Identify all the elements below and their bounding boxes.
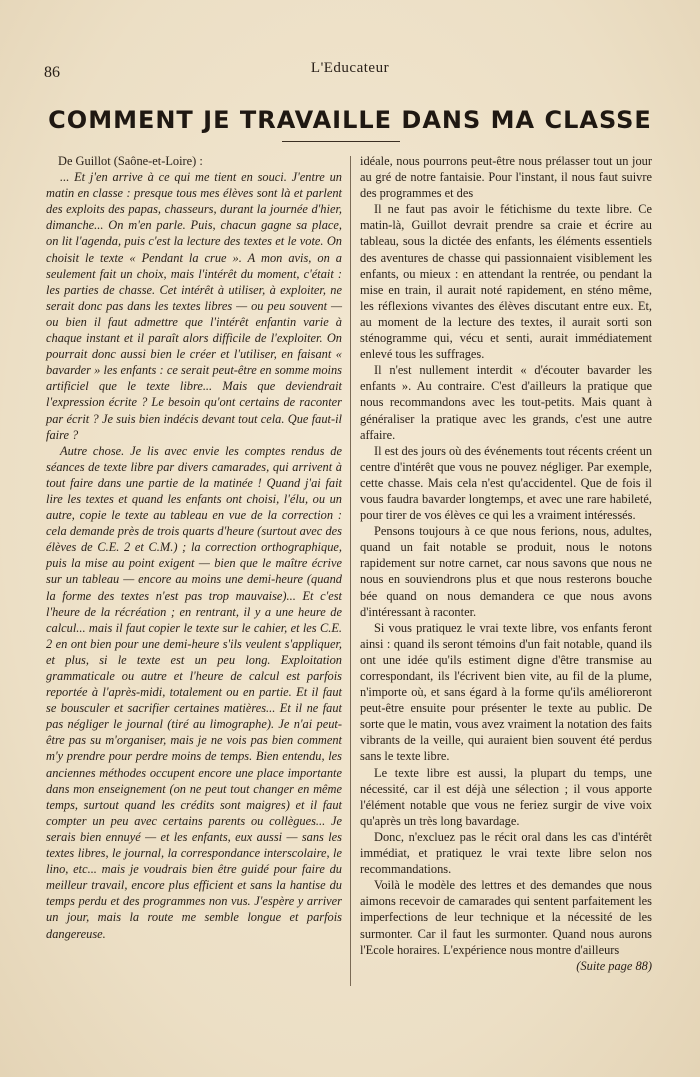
paragraph: Voilà le modèle des lettres et des demandes que nous aimons recevoir de camarades qui sentent parfaitement les imperfections de leur technique et la nécessité de les surmonter. Car il faut les surmonter. Quand nous aurons l'Ecole horaires. L'expérience nous montre d'ailleurs	[360, 878, 652, 957]
paragraph: Il est des jours où des événements tout récents créent un centre d'intérêt que vous ne pouvez négliger. Par exemple, cette chasse. Mais cela n'est qu'accidentel. Que de fois il vous faudra bavarder longtemps, et avec une rare habileté, pour tirer de vos élèves ce qui les a vraiment intéressés.	[360, 443, 653, 523]
title-rule	[282, 141, 400, 142]
paragraph: Il n'est nullement interdit « d'écouter bavarder les enfants ». Au contraire. C'est d'ailleurs la pratique que nous recommandons avec les tout-petits. Mais quant à généraliser la pratique avec les grands, c'est une autre affaire.	[360, 363, 652, 442]
left-column	[46, 153, 342, 942]
article-title: COMMENT JE TRAVAILLE DANS MA CLASSE	[48, 106, 652, 134]
right-column	[360, 153, 652, 974]
paragraph: Il ne faut pas avoir le fétichisme du texte libre. Ce matin-là, Guillot devrait prendre sa craie et écrire au tableau, sous la dictée des enfants, les éléments essentiels des aventures de chasse qui passionnaient visiblement les enfants, ou mieux : en attendant la rentrée, ou pendant la mise en train, il aurait noté rapidement, en sténo même, les réflexions vivantes des élèves discutant entre eux. Et, au moment de la lecture des textes, il aurait sorti son sténogramme qui, vécu et senti, aurait immédiatement enlevé tous les suffrages.	[360, 202, 652, 362]
column-separator	[350, 156, 351, 986]
page-number: 86	[44, 64, 60, 81]
paragraph: Pensons toujours à ce que nous ferions, nous, adultes, quand un fait notable se produit, nous le notons rapidement sur notre carnet, car nous savons que nous ne nous en souviendrons plus et que nous resterons bouche bée quand on nous demandera ce que nous avons d'intéressant à raconter.	[360, 524, 652, 619]
author-line: De Guillot (Saône-et-Loire) :	[58, 154, 203, 168]
paragraph: ... Et j'en arrive à ce qui me tient en souci. J'entre un matin en classe : presque tous mes élèves sont là et parlent des exploits des papas, chasseurs, durant la journée d'hier, dimanche... On m'en parle. Puis, chacun gagne sa place, on lit l'agenda, puis c'est la lecture des textes et le vote. On choisit le texte « Pendant la crue ». A mon avis, on a seulement fait un choix, mais l'intérêt du moment, c'était : les parties de chasse. Cet intérêt à utiliser, à exploiter, ne serait donc pas dans les textes libres — ou peu souvent — ou bien il faut admettre que l'intérêt enfantin varie à chaque instant et il paraît alors difficile de l'exploiter. On pourrait donc aussi bien le créer et l'utiliser, en faisant « bavarder » les enfants : ce serait peut-être en somme moins artificiel que le texte libre... Mais que deviendrait l'expression écrite ? Le besoin qu'ont certains de raconter par écrit ? Je suis bien indécis devant tout cela. Que faut-il faire ?	[46, 170, 342, 442]
running-head: L'Educateur	[310, 60, 390, 76]
paragraph: Le texte libre est aussi, la plupart du temps, une nécessité, car il est déjà une sélection ; il vous apporte l'élément notable que vous ne feriez surgir de vive voix qu'après un très long bavardage.	[360, 765, 652, 828]
paragraph: Autre chose. Je lis avec envie les comptes rendus de séances de texte libre par divers camarades, qui arrivent à tout faire dans une partie de la matinée ! Quand j'ai fait lire les textes et quand les enfants ont choisi, l'élu, ou un autre, copie le texte au tableau en vue de la correction : cela demande près de trois quarts d'heure (surtout avec des élèves de C.E. 2 et C.M.) ; la correction orthographique, puis la mise au point exigent — bien que le maître écrive sur un tableau — encore au moins une demi-heure (quand la forme des textes n'est pas trop mauvaise)... Et c'est l'heure de la récréation ; en rentrant, il y a une heure de calcul... mais il faut copier le texte sur le cahier, et les C.E. 2 en ont bien pour une demi-heure s'ils veulent s'appliquer, et plus, si le texte est un peu long. Exploitation grammaticale ou autre et l'heure de calcul est parfois reportée à l'après-midi, totalement ou en partie. Et il faut se bousculer et sacrifier certaines matières... Et il ne faut pas négliger le journal (tiré au limographe). Je n'ai peut-être pas su m'organiser, mais je ne vois pas bien comment m'y prendre pour perdre moins de temps. Bien entendu, les anciennes méthodes occupent encore une place importante dans mon enseignement (on ne peut tout changer en même temps, surtout quand les crédits sont maigres) et il faut compter un peu avec certains parents ou collègues... Je serais bien ennuyé — et les enfants, eux aussi — sans les textes libres, le journal, la correspondance interscolaire, le lino, etc... mais je voudrais bien être guidé pour faire du meilleur travail, encore plus efficient et sans la hantise du temps perdu et des programmes non vus. J'espère y arriver un jour, mais la route me semble longue et parfois dangereuse.	[46, 443, 342, 941]
paragraph: Si vous pratiquez le vrai texte libre, vos enfants feront ainsi : quand ils seront témoins d'un fait notable, quand ils ont une idée qu'ils estiment digne d'être transmise au correspondant, ils l'écrivent bien vite, au fil de la plume, n'importe où, et sans égard à la forme qu'ils amélioreront peut-être ensuite pour présenter le texte au public. De sorte que le matin, vous avez vraiment la notation des faits vibrants de la veille, qui auraient bien souvent été perdus sans le texte libre.	[360, 620, 652, 764]
continued-note[interactable]: (Suite page 88)	[576, 958, 652, 973]
paragraph: idéale, nous pourrons peut-être nous prélasser tout un jour au gré de notre fantaisie. Pour l'instant, il nous faut suivre des programmes et des	[360, 154, 652, 201]
paragraph: Donc, n'excluez pas le récit oral dans les cas d'intérêt immédiat, et pratiquez le vrai texte libre selon nos recommandations.	[360, 829, 652, 877]
